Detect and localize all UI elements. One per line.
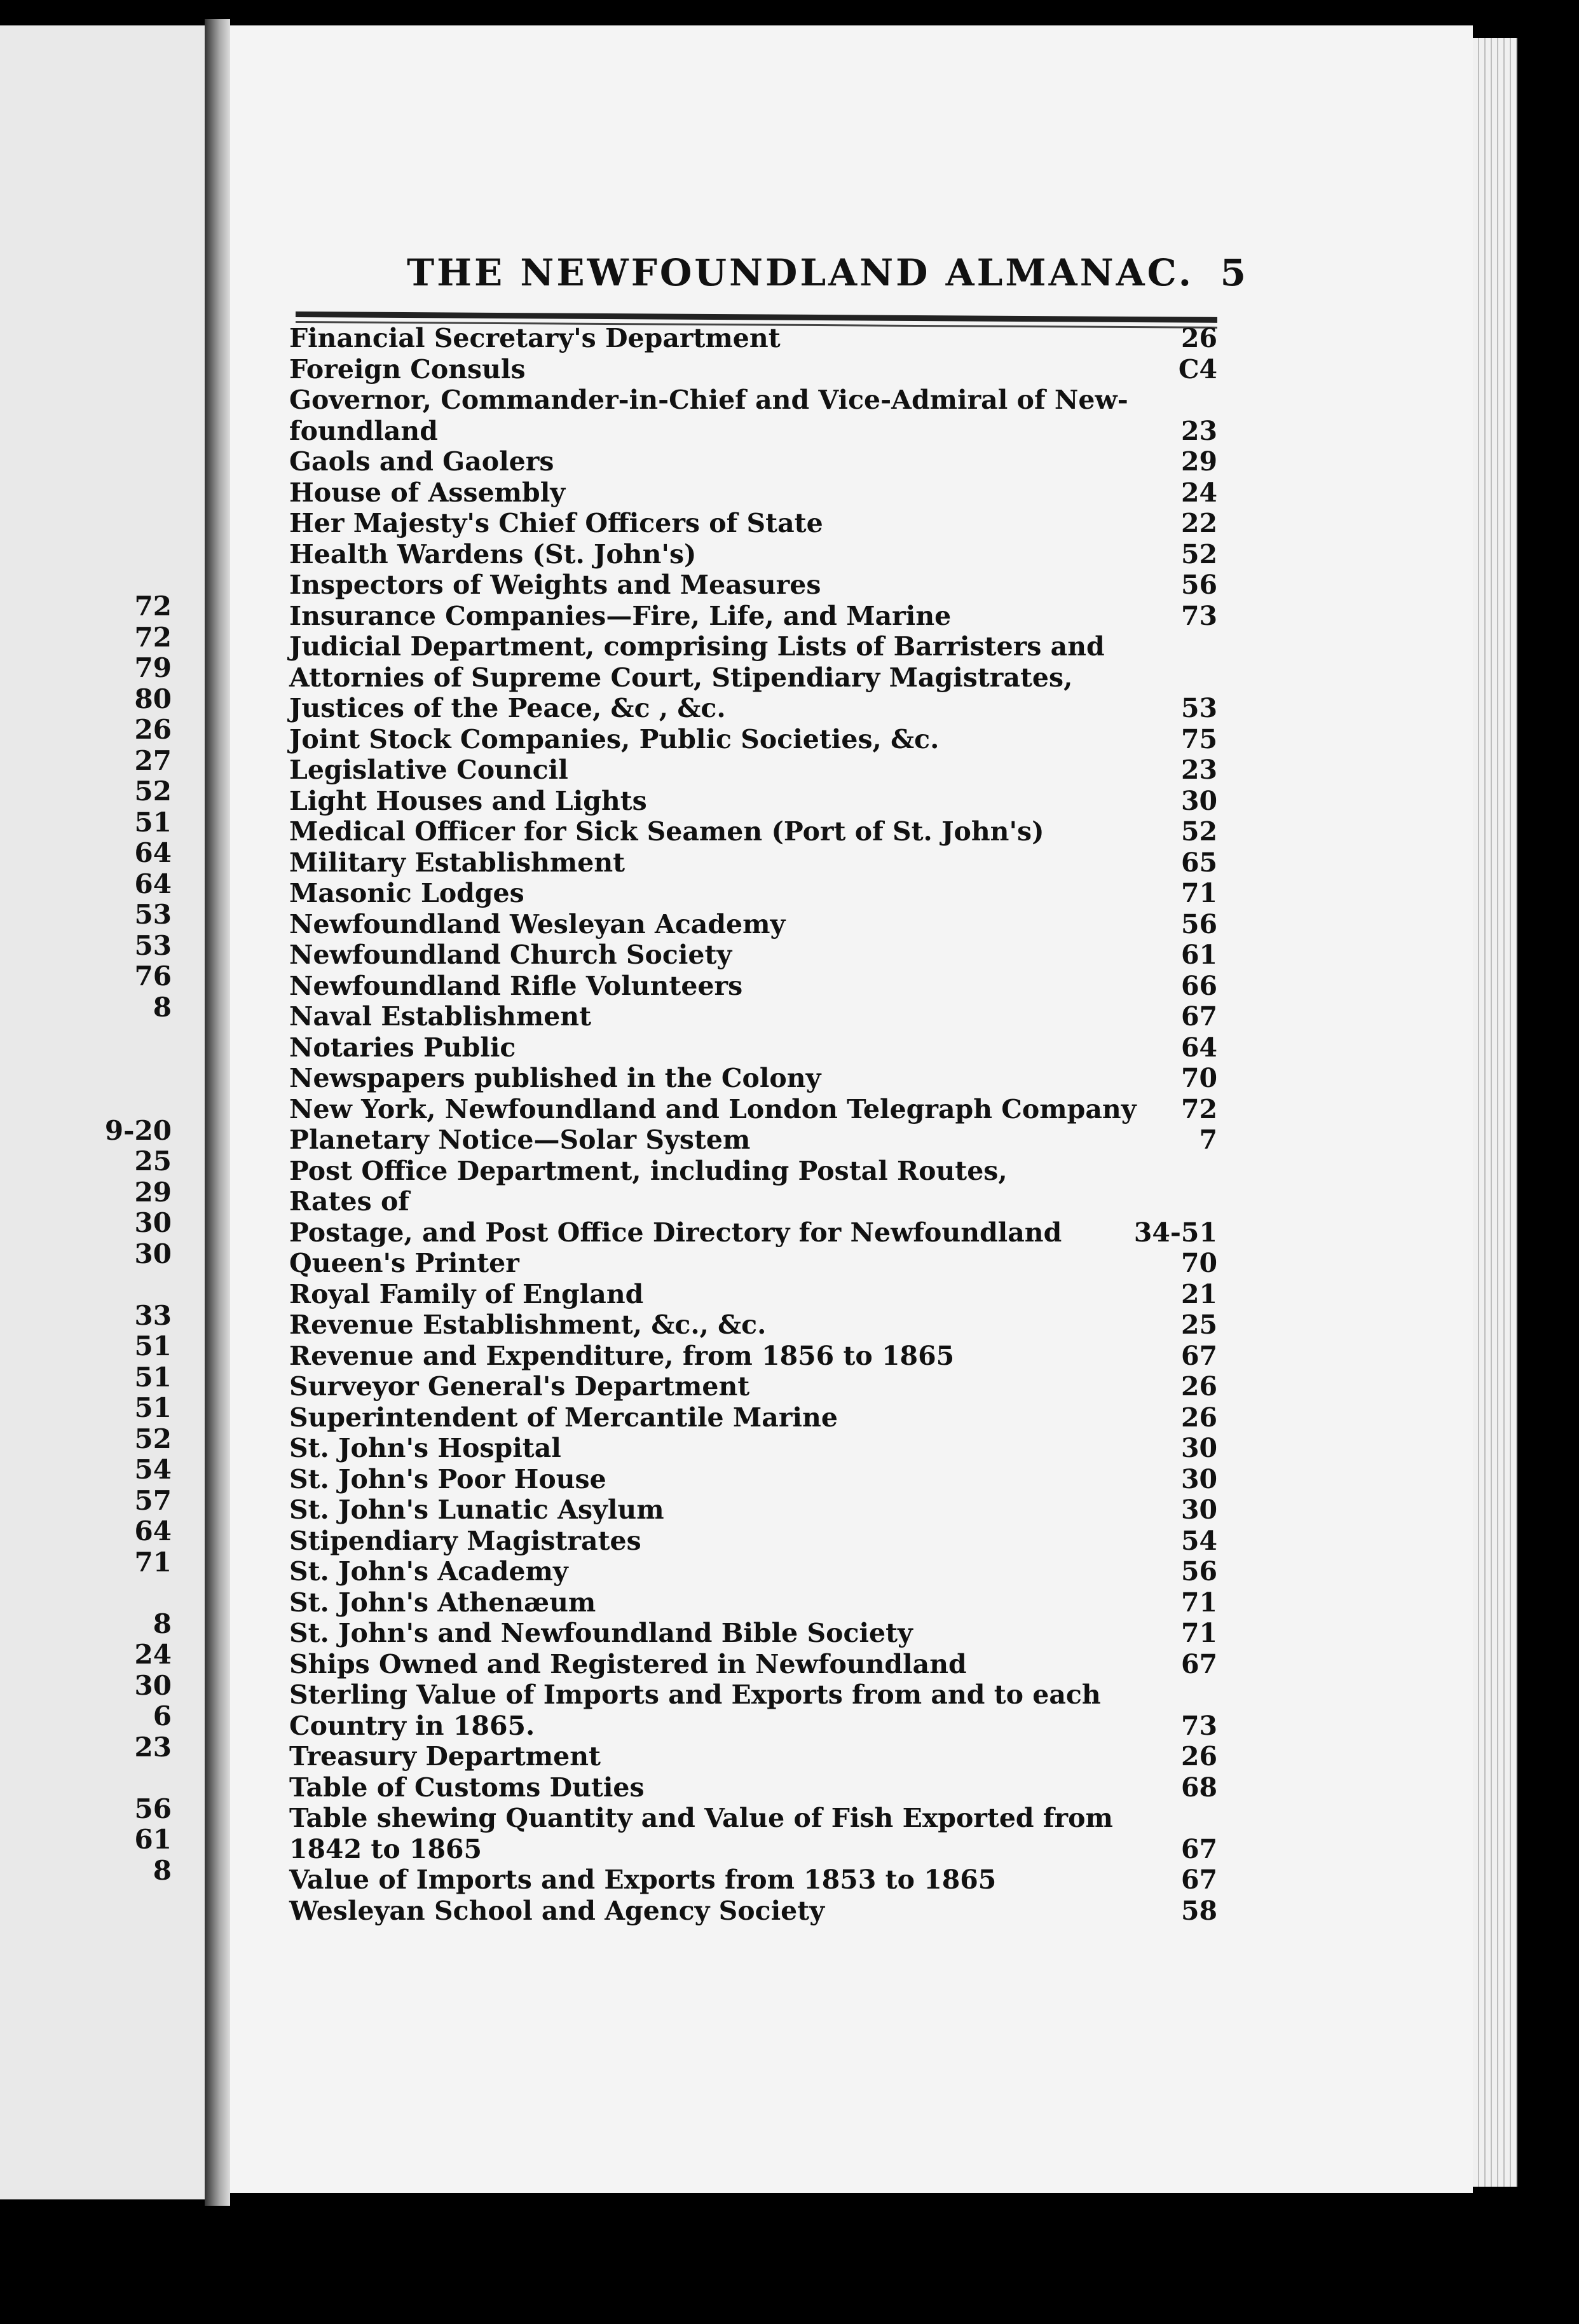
index-entry-label: St. John's and Newfoundland Bible Society [289, 1618, 913, 1648]
index-entry-page: C4 [1178, 353, 1217, 385]
index-entry [289, 1618, 1217, 1649]
previous-page-number [25, 1578, 172, 1609]
index-entry [289, 1063, 1217, 1094]
index-entry-page: 30 [1180, 1463, 1217, 1494]
index-entry-page: 67 [1180, 1001, 1217, 1032]
index-entry [289, 1001, 1217, 1032]
index-entry-label: Sterling Value of Imports and Exports from and to each Country in 1865. [289, 1679, 1101, 1741]
previous-page-number: 76 [134, 960, 172, 992]
index-entry-label: Post Office Department, including Postal Routes, Rates of Postage, and Post Office Directory for Newfoundland [289, 1155, 1062, 1248]
index-entry-label: Planetary Notice—Solar System [289, 1124, 751, 1155]
index-entry-label: House of Assembly [289, 477, 566, 508]
index-entry-page: 75 [1180, 723, 1217, 755]
index-entry-page: 67 [1180, 1340, 1217, 1371]
index-entry [289, 1864, 1217, 1896]
index-entry-page: 71 [1180, 878, 1217, 908]
index-entry [289, 601, 1217, 632]
index-entry [289, 1772, 1217, 1803]
index-entry-label: Judicial Department, comprising Lists of Barristers and Attornies of Supreme Court, Stipendiary Magistrates, Justices of the Peace, &c , &c. [289, 631, 1105, 723]
index-entry-label: Financial Secretary's Department [289, 323, 781, 353]
index-entry [289, 1309, 1217, 1341]
index-entry [289, 1248, 1217, 1279]
index-entry [289, 1526, 1217, 1557]
previous-page-number: 9-20 [104, 1114, 172, 1146]
index-entry [289, 1433, 1217, 1464]
index-entry [289, 847, 1217, 878]
previous-page-number: 30 [134, 1669, 172, 1701]
index-entry [289, 1587, 1217, 1618]
index-entry [289, 508, 1217, 539]
index-entry [289, 1032, 1217, 1063]
index-entry-label: St. John's Academy [289, 1556, 568, 1587]
index-entry [289, 477, 1217, 509]
index-entry [289, 1094, 1217, 1125]
previous-page-number: 64 [134, 837, 172, 868]
previous-page-number: 51 [134, 1361, 172, 1393]
index-entry-page: 56 [1180, 570, 1217, 600]
index-entry-page: 66 [1180, 970, 1217, 1001]
page-header [407, 251, 1246, 296]
index-entry-page: 7 [1199, 1124, 1217, 1155]
index-entry-label: Surveyor General's Department [289, 1371, 750, 1402]
previous-page-number: 8 [153, 991, 172, 1023]
index-entry [289, 1402, 1217, 1433]
index-entry-page: 67 [1180, 1833, 1217, 1864]
previous-page-number: 61 [134, 1824, 172, 1855]
previous-page-number: 56 [134, 1793, 172, 1824]
index-entry [289, 1124, 1217, 1156]
index-entry-label: Ships Owned and Registered in Newfoundland [289, 1648, 967, 1679]
previous-page-number: 23 [134, 1731, 172, 1763]
index-entry [289, 971, 1217, 1002]
index-entry-label: Revenue Establishment, &c., &c. [289, 1309, 767, 1340]
index-entry-page: 24 [1180, 477, 1217, 508]
index-entry-page: 30 [1180, 1494, 1217, 1525]
index-entry-label: Revenue and Expenditure, from 1856 to 1865 [289, 1340, 955, 1371]
index-entry-label: Governor, Commander-in-Chief and Vice-Admiral of New- foundland [289, 385, 1128, 446]
previous-page-number [25, 1763, 172, 1794]
index-entry [289, 539, 1217, 570]
index-entry-label: Royal Family of England [289, 1278, 644, 1309]
index-entry-label: Her Majesty's Chief Officers of State [289, 508, 823, 538]
index-entry-label: Table shewing Quantity and Value of Fish Exported from 1842 to 1865 [289, 1803, 1113, 1864]
index-entry-page: 67 [1180, 1648, 1217, 1679]
index-entry-page: 26 [1180, 323, 1217, 353]
index-entry-label: Joint Stock Companies, Public Societies, &c. [289, 723, 940, 755]
previous-page-number: 54 [134, 1454, 172, 1485]
index-entry-label: Wesleyan School and Agency Society [289, 1895, 825, 1926]
index-entry [289, 940, 1217, 971]
previous-page-number: 53 [134, 899, 172, 930]
index-entry-label: Gaols and Gaolers [289, 446, 554, 477]
index-entry [289, 1494, 1217, 1526]
previous-page-numbers [25, 591, 172, 1886]
previous-page-number: 72 [134, 591, 172, 622]
previous-page-number: 57 [134, 1484, 172, 1516]
previous-page-number: 29 [134, 1176, 172, 1208]
previous-page-number: 64 [134, 1515, 172, 1547]
index-entry-page: 67 [1180, 1864, 1217, 1895]
index-entry [289, 1156, 1217, 1248]
previous-page-number [25, 1084, 172, 1116]
previous-page-number: 27 [134, 744, 172, 776]
index-entry-label: Newfoundland Rifle Volunteers [289, 970, 743, 1001]
index-entry-page: 71 [1180, 1587, 1217, 1618]
index-entry-page: 70 [1180, 1063, 1217, 1093]
index-entry-page: 23 [1180, 415, 1217, 446]
previous-page-number: 51 [134, 1392, 172, 1423]
index-entry [289, 1556, 1217, 1587]
previous-page-number [25, 1054, 172, 1085]
page-title: THE NEWFOUNDLAND ALMANAC. [407, 251, 1194, 294]
previous-page-number: 30 [134, 1207, 172, 1238]
index-entry-label: St. John's Hospital [289, 1433, 561, 1463]
index-entry-label: Treasury Department [289, 1741, 601, 1772]
previous-page-number: 25 [134, 1145, 172, 1177]
index-entry-label: Military Establishment [289, 847, 625, 878]
previous-page-number: 26 [134, 714, 172, 745]
index-entry-page: 26 [1180, 1402, 1217, 1433]
previous-page-number: 72 [134, 621, 172, 653]
previous-page-number [25, 1023, 172, 1054]
index-entry [289, 1371, 1217, 1402]
index-entry-page: 21 [1180, 1278, 1217, 1309]
page-number: 5 [1220, 251, 1246, 294]
index-entry-label: Inspectors of Weights and Measures [289, 570, 821, 600]
previous-page-number [25, 1269, 172, 1301]
page-edges [1473, 38, 1517, 2187]
index-entry-label: Value of Imports and Exports from 1853 to 1865 [289, 1864, 997, 1895]
index-entry-page: 56 [1180, 1556, 1217, 1587]
index-entry-page: 61 [1180, 940, 1217, 970]
previous-page-number: 6 [153, 1700, 172, 1732]
index-entry [289, 631, 1217, 724]
index-entry-page: 30 [1180, 1433, 1217, 1463]
previous-page-number: 52 [134, 776, 172, 807]
index-entry-label: Light Houses and Lights [289, 785, 647, 816]
index-entry-label: Newfoundland Wesleyan Academy [289, 908, 786, 940]
index-entry-page: 22 [1180, 508, 1217, 538]
index-entry-page: 65 [1180, 847, 1217, 878]
index-entry-page: 34-51 [1133, 1217, 1217, 1248]
index-entry [289, 816, 1217, 847]
index-entry-page: 58 [1180, 1895, 1217, 1926]
index-entry-label: Insurance Companies—Fire, Life, and Marine [289, 600, 952, 631]
index-entry [289, 755, 1217, 786]
index-entry [289, 1896, 1217, 1927]
index-entry-page: 73 [1180, 1710, 1217, 1741]
index-entry-label: New York, Newfoundland and London Telegraph Company [289, 1093, 1137, 1124]
index-entry [289, 1279, 1217, 1310]
book-gutter [205, 19, 230, 2206]
index-entry [289, 385, 1217, 446]
previous-page-number: 64 [134, 868, 172, 899]
index-entry-label: Superintendent of Mercantile Marine [289, 1402, 838, 1433]
previous-page-number: 8 [153, 1854, 172, 1886]
index-entry-label: Masonic Lodges [289, 878, 524, 908]
index-entry [289, 724, 1217, 755]
previous-page-number: 51 [134, 806, 172, 838]
index-entry [289, 1741, 1217, 1772]
previous-page-number: 79 [134, 652, 172, 683]
index-entry-label: St. John's Lunatic Asylum [289, 1494, 664, 1525]
previous-page-number: 52 [134, 1423, 172, 1454]
index-entry [289, 878, 1217, 909]
index-entry-page: 64 [1180, 1032, 1217, 1063]
index-entry-page: 26 [1180, 1371, 1217, 1402]
index-entry-label: Table of Customs Duties [289, 1772, 645, 1803]
index-entry-label: St. John's Athenæum [289, 1587, 596, 1618]
previous-page-number: 80 [134, 683, 172, 714]
index-entry-page: 52 [1180, 538, 1217, 570]
index-entry [289, 1341, 1217, 1372]
index-entry-page: 56 [1180, 908, 1217, 940]
index-entry-label: Foreign Consuls [289, 353, 526, 385]
index-entry [289, 909, 1217, 940]
index-entry-label: Stipendiary Magistrates [289, 1525, 641, 1556]
index-entry-page: 72 [1180, 1093, 1217, 1124]
previous-page-number: 53 [134, 929, 172, 961]
index-entry [289, 1649, 1217, 1680]
index-entry-label: Legislative Council [289, 755, 568, 785]
index-entry-page: 73 [1180, 600, 1217, 631]
index-entry [289, 446, 1217, 477]
index-entry [289, 1679, 1217, 1741]
previous-page-number: 71 [134, 1546, 172, 1578]
index-entry-page: 52 [1180, 816, 1217, 847]
index-entry-label: St. John's Poor House [289, 1463, 606, 1494]
previous-page-number: 33 [134, 1299, 172, 1331]
index-entry-page: 71 [1180, 1618, 1217, 1648]
previous-page-number: 24 [134, 1639, 172, 1670]
index-entry-label: Notaries Public [289, 1032, 516, 1063]
index-entry-label: Newfoundland Church Society [289, 940, 732, 970]
index-entry-label: Health Wardens (St. John's) [289, 538, 697, 570]
index-entry-page: 70 [1180, 1248, 1217, 1278]
index-entry-page: 53 [1180, 693, 1217, 723]
index-list [289, 323, 1217, 1926]
index-entry-label: Naval Establishment [289, 1001, 592, 1032]
previous-page-number: 30 [134, 1238, 172, 1269]
index-entry-label: Queen's Printer [289, 1248, 519, 1278]
index-entry [289, 354, 1217, 385]
index-entry-page: 54 [1180, 1525, 1217, 1556]
index-entry-label: Newspapers published in the Colony [289, 1063, 821, 1093]
previous-page-number: 51 [134, 1330, 172, 1362]
index-entry-page: 68 [1180, 1772, 1217, 1803]
index-entry [289, 570, 1217, 601]
index-entry-label: Medical Officer for Sick Seamen (Port of St. John's) [289, 816, 1044, 847]
index-entry-page: 30 [1180, 785, 1217, 816]
previous-page-number: 8 [153, 1608, 172, 1639]
index-entry [289, 323, 1217, 354]
index-entry-page: 25 [1180, 1309, 1217, 1340]
index-entry [289, 786, 1217, 817]
index-entry [289, 1464, 1217, 1495]
index-entry-page: 29 [1180, 446, 1217, 477]
index-entry [289, 1803, 1217, 1864]
index-entry-page: 23 [1180, 755, 1217, 785]
index-entry-page: 26 [1180, 1741, 1217, 1772]
